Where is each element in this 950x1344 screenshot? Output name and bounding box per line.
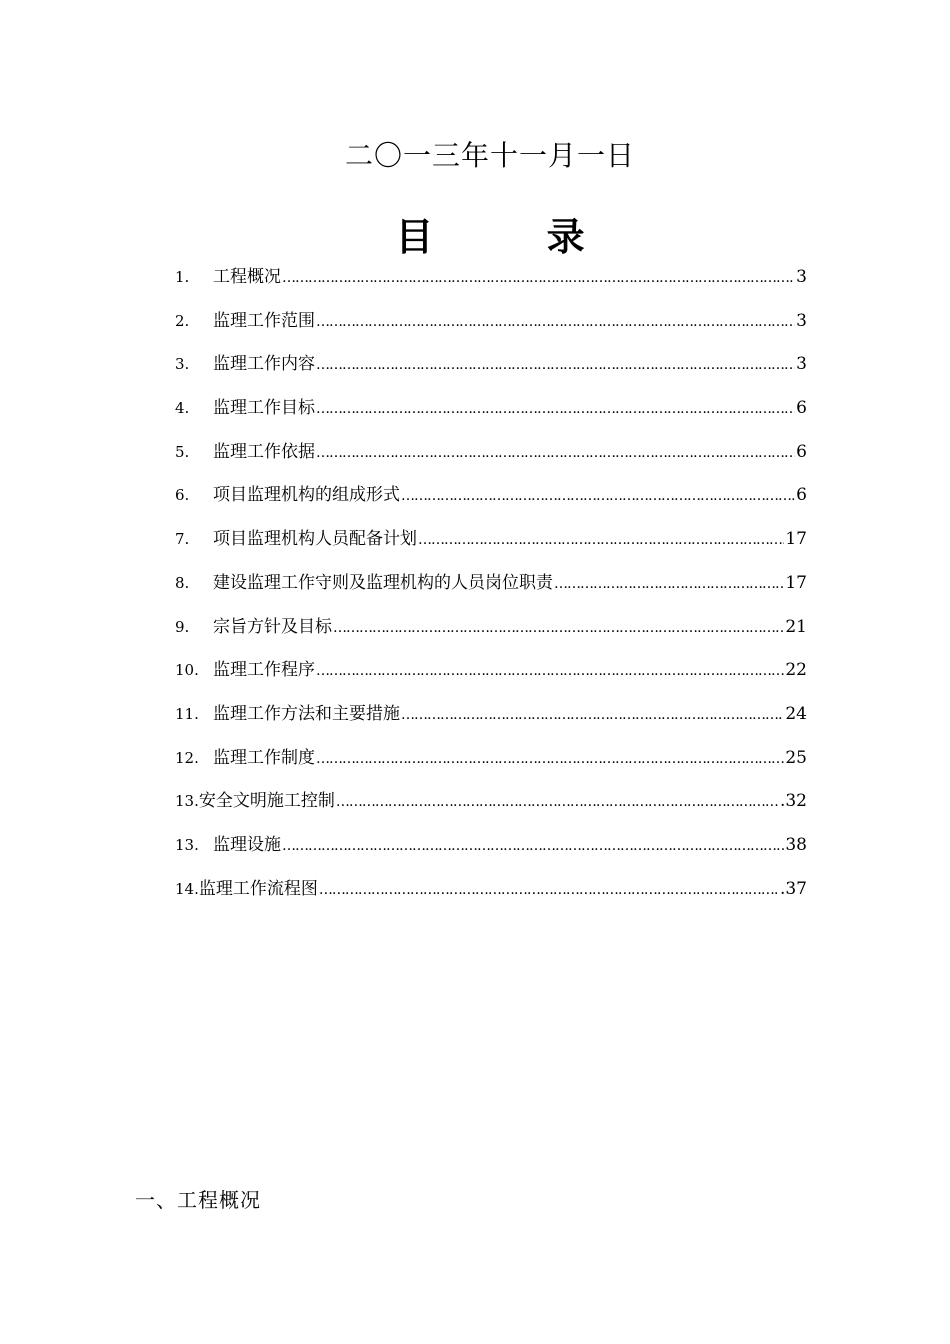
toc-item-number: 10. [175,661,199,680]
toc-item-page: 17 [785,572,807,593]
toc-item-page: 6 [796,485,807,506]
toc-leader-dots [282,833,784,859]
toc-item-number: 2. [175,311,190,330]
toc-item[interactable] [175,745,807,789]
toc-item-number: 14. [175,879,199,898]
toc-item-number: 9. [175,617,190,636]
toc-item-label: 监理工作范围 [213,310,315,331]
toc-item[interactable] [175,264,807,308]
toc-item-number: 4. [175,399,190,418]
toc-item-label: 监理工作内容 [213,354,315,375]
toc-leader-dots [316,746,784,772]
toc-item[interactable] [175,832,807,876]
toc-item-label: 监理工作制度 [213,747,315,768]
document-date: 二〇一三年十一月一日 [344,139,635,172]
toc-item-label: 监理工作流程图 [198,878,318,899]
table-of-contents [175,264,807,919]
toc-leader-dots [282,265,795,291]
toc-item-label: 工程概况 [213,267,281,287]
toc-item[interactable] [175,439,807,483]
toc-leader-dots [418,527,784,553]
toc-item[interactable] [175,614,807,658]
toc-item-number: 13. [175,792,199,811]
toc-item-label: 项目监理机构的组成形式 [213,485,400,506]
toc-leader-dots [401,702,784,728]
toc-item[interactable] [175,308,807,352]
toc-leader-dots [316,440,795,466]
toc-item-page: 25 [785,747,807,768]
toc-item[interactable] [175,570,807,614]
toc-leader-dots [554,571,784,597]
toc-item-page: 3 [796,267,807,287]
toc-item[interactable] [175,788,807,832]
toc-item-page: .37 [779,878,807,899]
toc-item[interactable] [175,482,807,526]
toc-item-page: 6 [796,398,807,419]
toc-leader-dots [316,352,795,378]
toc-leader-dots [319,877,779,903]
toc-item[interactable] [175,351,807,395]
toc-item-page: 3 [796,354,807,375]
toc-item[interactable] [175,876,807,920]
toc-leader-dots [336,789,779,815]
toc-item-number: 6. [175,486,190,505]
toc-item-label: 监理设施 [213,834,281,855]
toc-item-label: 宗旨方针及目标 [213,616,332,637]
toc-item-page: 17 [785,529,807,550]
toc-leader-dots [401,483,795,509]
toc-item-number: 11. [175,704,199,723]
toc-item-label: 监理工作方法和主要措施 [213,703,400,724]
toc-item-page: 21 [785,616,807,637]
toc-item-number: 7. [175,530,190,549]
toc-item-number: 1. [175,268,190,286]
toc-item-page: 22 [785,660,807,681]
toc-leader-dots [333,615,784,641]
toc-item-page: 38 [785,834,807,855]
toc-item-page: .32 [779,791,807,812]
toc-item-number: 8. [175,573,190,592]
toc-item-number: 13. [175,835,199,854]
toc-item-page: 24 [785,703,807,724]
toc-item-number: 3. [175,355,190,374]
toc-title: 目 录 [395,214,635,259]
toc-item[interactable] [175,657,807,701]
toc-item-number: 12. [175,748,199,767]
toc-item[interactable] [175,701,807,745]
toc-item-page: 3 [796,310,807,331]
toc-item-label: 监理工作依据 [213,441,315,462]
toc-leader-dots [316,396,795,422]
toc-item-label: 安全文明施工控制 [198,791,335,812]
toc-leader-dots [316,658,784,684]
toc-item-label: 监理工作程序 [213,660,315,681]
toc-item-page: 6 [796,441,807,462]
toc-item-number: 5. [175,442,190,461]
toc-item-label: 建设监理工作守则及监理机构的人员岗位职责 [213,572,553,593]
toc-item-label: 监理工作目标 [213,398,315,419]
toc-leader-dots [316,309,795,335]
toc-item[interactable] [175,395,807,439]
toc-item-label: 项目监理机构人员配备计划 [213,529,417,550]
section-heading: 一、工程概况 [135,1188,261,1212]
toc-item[interactable] [175,526,807,570]
